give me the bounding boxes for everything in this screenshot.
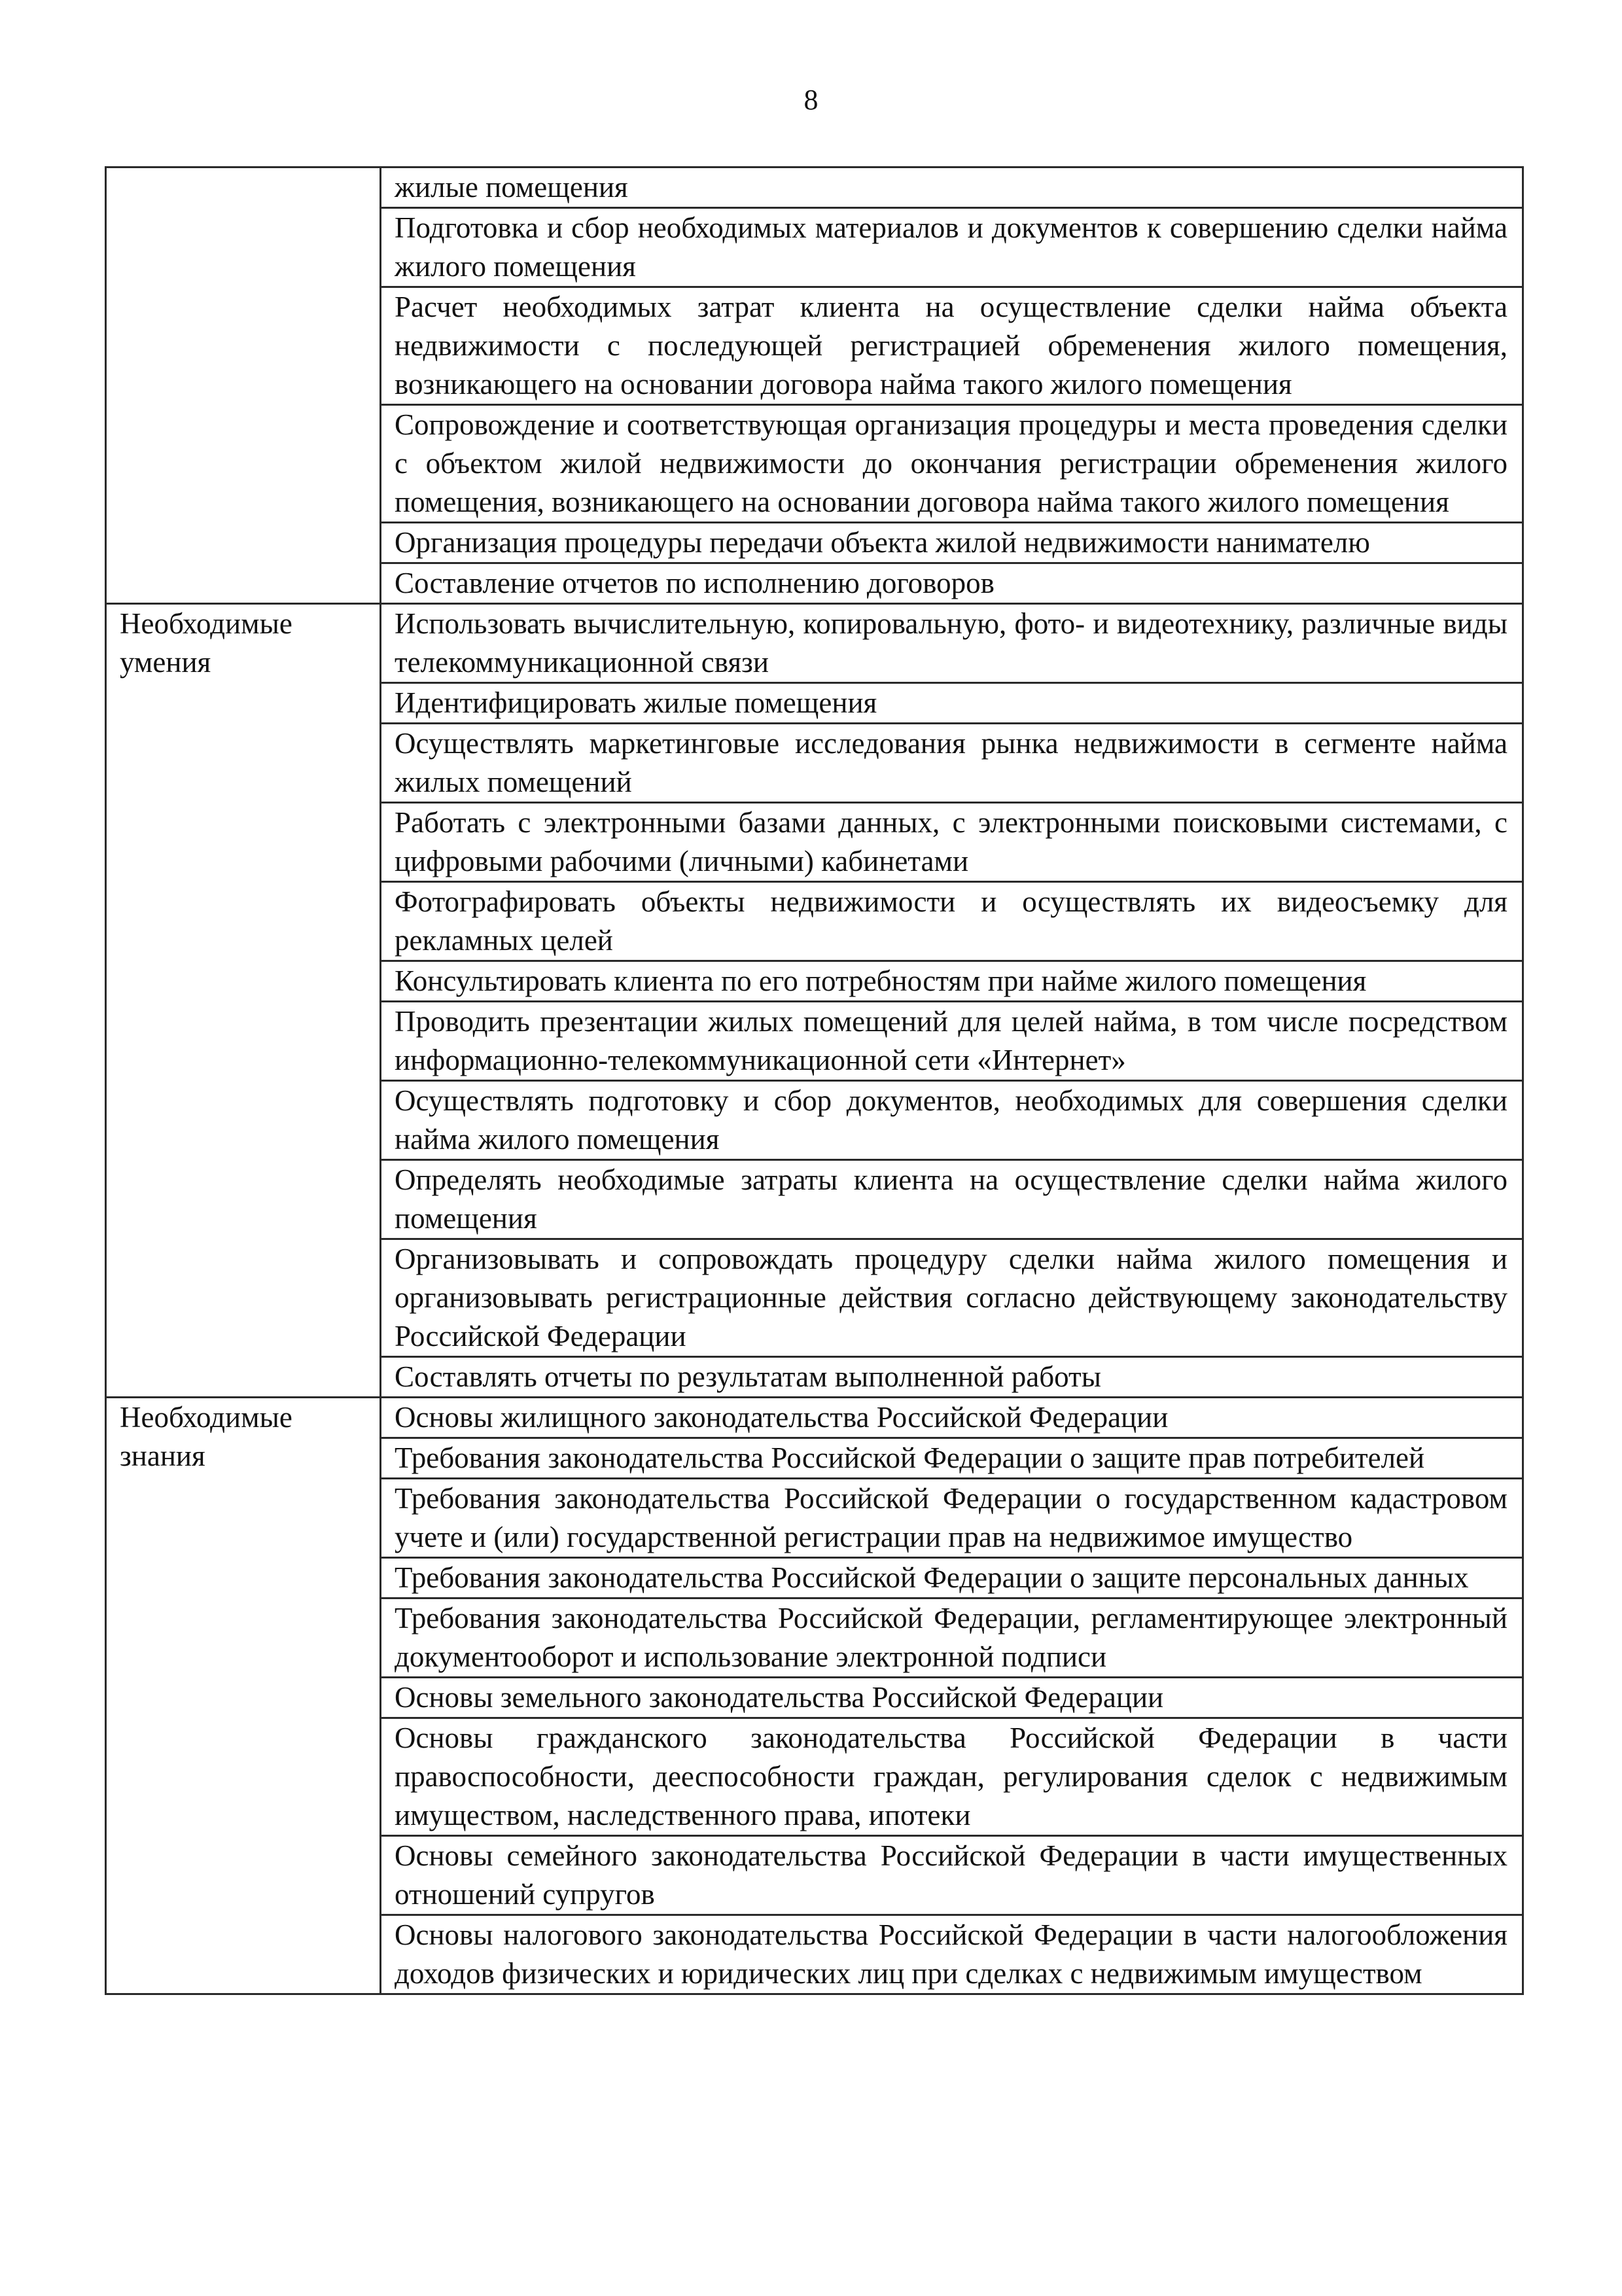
table-cell-item: Организация процедуры передачи объекта жилой недвижимости нанимателю [381, 523, 1523, 563]
table-cell-item: Основы жилищного законодательства Российской Федерации [381, 1398, 1523, 1438]
table-cell-item: Проводить презентации жилых помещений для целей найма, в том числе посредством информационно-телекоммуникационной сети «Интернет» [381, 1002, 1523, 1081]
table-cell-item: Осуществлять маркетинговые исследования рынка недвижимости в сегменте найма жилых помещений [381, 724, 1523, 803]
table-row [106, 604, 1523, 683]
table-cell-item: Организовывать и сопровождать процедуру сделки найма жилого помещения и организовывать регистрационные действия согласно действующему законодательству Российской Федерации [381, 1239, 1523, 1357]
table-cell-item: Составление отчетов по исполнению договоров [381, 563, 1523, 604]
table-row [106, 168, 1523, 208]
table-cell-item: Работать с электронными базами данных, с электронными поисковыми системами, с цифровыми рабочими (личными) кабинетами [381, 803, 1523, 882]
table-cell-item: Консультировать клиента по его потребностям при найме жилого помещения [381, 961, 1523, 1002]
table-cell-item: Осуществлять подготовку и сбор документов, необходимых для совершения сделки найма жилого помещения [381, 1081, 1523, 1160]
table-cell-item: Подготовка и сбор необходимых материалов и документов к совершению сделки найма жилого помещения [381, 208, 1523, 287]
requirements-table [105, 166, 1524, 1995]
group-label-skills: Необходимые умения [106, 604, 381, 1398]
table-cell-item: Использовать вычислительную, копировальную, фото- и видеотехнику, различные виды телекоммуникационной связи [381, 604, 1523, 683]
table-cell-item: Фотографировать объекты недвижимости и осуществлять их видеосъемку для рекламных целей [381, 882, 1523, 961]
group-label-knowledge: Необходимые знания [106, 1398, 381, 1994]
table-cell-item: Требования законодательства Российской Федерации о защите персональных данных [381, 1558, 1523, 1598]
table-cell-item: Определять необходимые затраты клиента на осуществление сделки найма жилого помещения [381, 1160, 1523, 1239]
page-number: 8 [803, 84, 819, 116]
table-cell-item: Требования законодательства Российской Федерации, регламентирующее электронный документооборот и использование электронной подписи [381, 1598, 1523, 1678]
table-cell-item: Требования законодательства Российской Федерации о государственном кадастровом учете и (или) государственной регистрации прав на недвижимое имущество [381, 1479, 1523, 1558]
table-cell-item: Основы гражданского законодательства Российской Федерации в части правоспособности, дееспособности граждан, регулирования сделок с недвижимым имуществом, наследственного права, ипотеки [381, 1718, 1523, 1836]
table-cell-item: Сопровождение и соответствующая организация процедуры и места проведения сделки с объектом жилой недвижимости до окончания регистрации обременения жилого помещения, возникающего на основании договора найма такого жилого помещения [381, 405, 1523, 523]
group-label-continuation [106, 168, 381, 604]
table-cell-item: Требования законодательства Российской Федерации о защите прав потребителей [381, 1438, 1523, 1479]
table-cell-item: Составлять отчеты по результатам выполненной работы [381, 1357, 1523, 1398]
table-cell-item: Идентифицировать жилые помещения [381, 683, 1523, 724]
table-cell-item: Основы семейного законодательства Российской Федерации в части имущественных отношений супругов [381, 1836, 1523, 1915]
table-cell-item: жилые помещения [381, 168, 1523, 208]
table-row [106, 1398, 1523, 1438]
table-cell-item: Расчет необходимых затрат клиента на осуществление сделки найма объекта недвижимости с последующей регистрацией обременения жилого помещения, возникающего на основании договора найма такого жилого помещения [381, 287, 1523, 405]
table-cell-item: Основы земельного законодательства Российской Федерации [381, 1678, 1523, 1718]
table-cell-item: Основы налогового законодательства Российской Федерации в части налогообложения доходов физических и юридических лиц при сделках с недвижимым имуществом [381, 1915, 1523, 1994]
